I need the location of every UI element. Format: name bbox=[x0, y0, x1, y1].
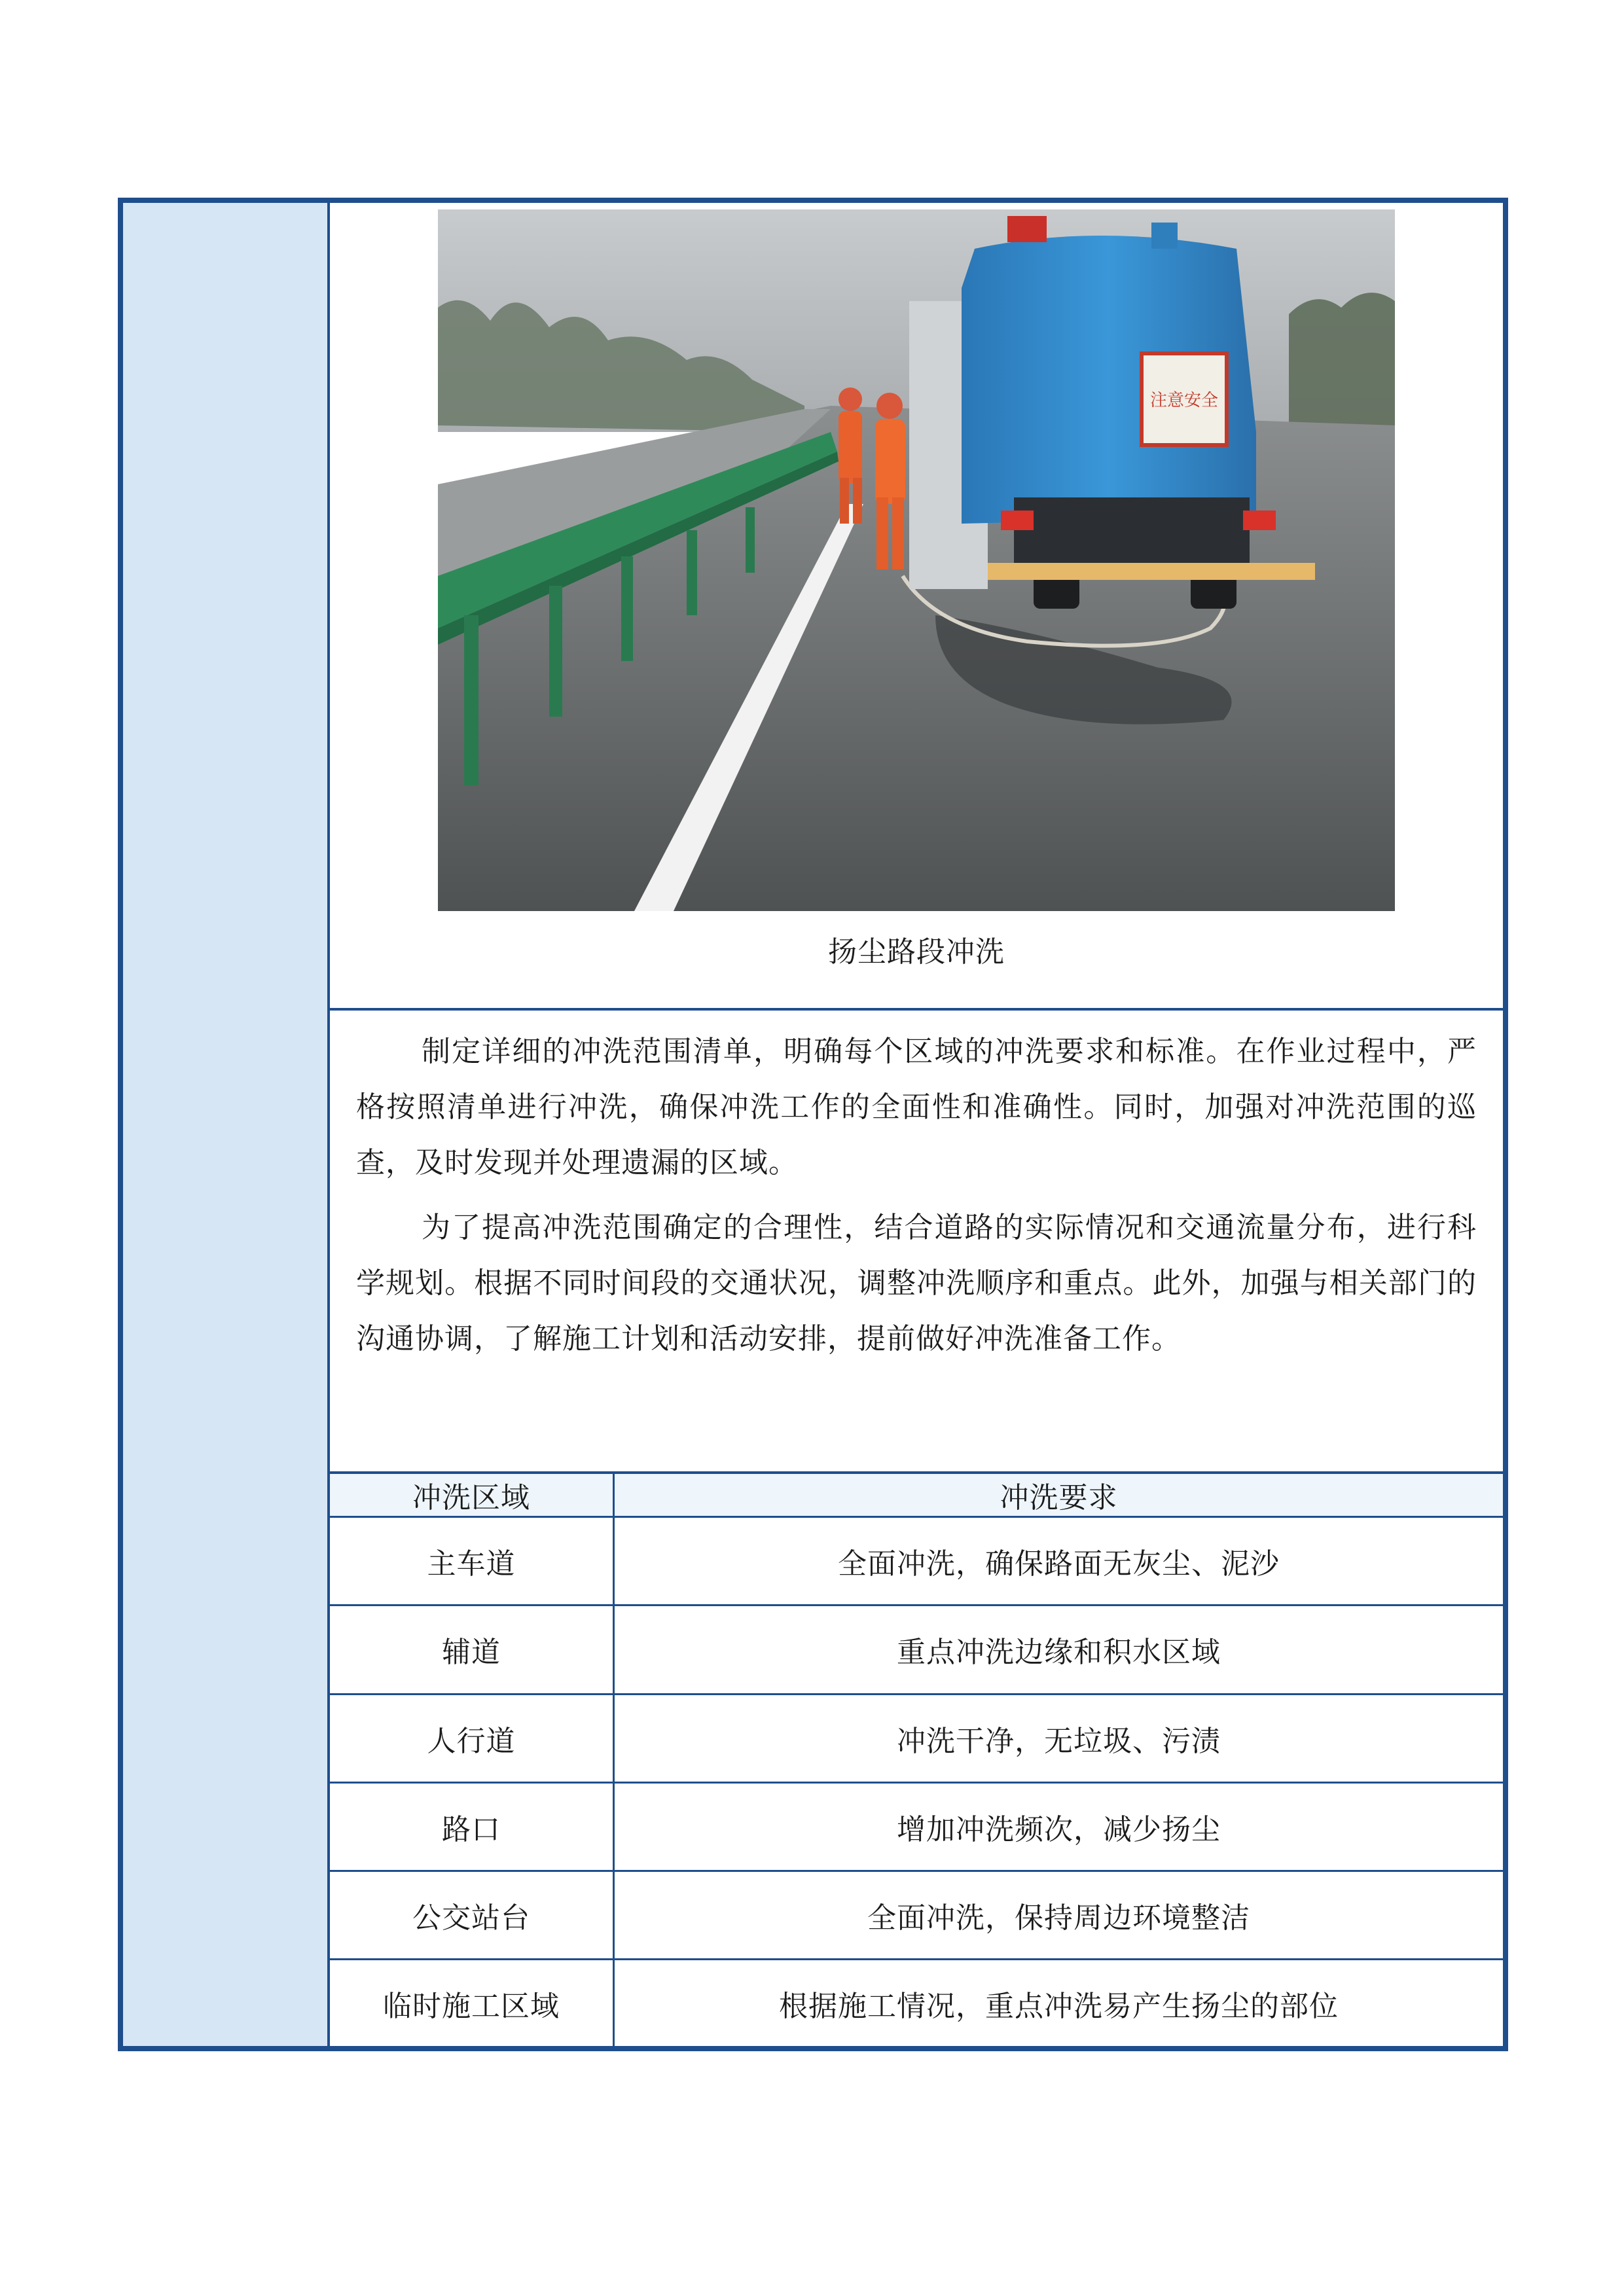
tail-light-left bbox=[1001, 511, 1034, 530]
guardrail-post bbox=[464, 615, 478, 785]
spray-bar bbox=[988, 563, 1315, 580]
cell-area: 公交站台 bbox=[330, 1871, 614, 1960]
header-requirement: 冲洗要求 bbox=[614, 1474, 1504, 1517]
roof-light bbox=[1007, 216, 1047, 242]
cell-area: 辅道 bbox=[330, 1605, 614, 1694]
table-row bbox=[330, 1605, 1503, 1694]
table-header-row bbox=[330, 1474, 1503, 1517]
cell-area: 临时施工区域 bbox=[330, 1960, 614, 2046]
header-area: 冲洗区域 bbox=[330, 1474, 614, 1517]
cell-requirement: 冲洗干净，无垃圾、污渍 bbox=[614, 1694, 1504, 1782]
cell-requirement: 全面冲洗，保持周边环境整洁 bbox=[614, 1871, 1504, 1960]
guardrail-post bbox=[687, 530, 697, 615]
washing-requirements-table bbox=[330, 1474, 1503, 2046]
photo-section bbox=[330, 203, 1503, 1011]
guardrail-post bbox=[549, 586, 562, 717]
cell-area: 路口 bbox=[330, 1782, 614, 1871]
tank-hatch bbox=[1151, 223, 1178, 249]
paragraph-2: 为了提高冲洗范围确定的合理性，结合道路的实际情况和交通流量分布，进行科学规划。根据不同时间段的交通状况，调整冲洗顺序和重点。此外，加强与相关部门的沟通协调，了解施工计划和活动安排，提前做好冲洗准备工作。 bbox=[356, 1211, 1477, 1355]
cell-requirement: 重点冲洗边缘和积水区域 bbox=[614, 1605, 1504, 1694]
road-washing-photo bbox=[438, 209, 1395, 911]
road-washing-illustration bbox=[438, 209, 1395, 911]
rear-warning-sign-text: 注意安全 bbox=[1149, 391, 1219, 410]
left-sidebar-column bbox=[123, 203, 330, 2046]
tree-line-right bbox=[1289, 293, 1395, 445]
table-row bbox=[330, 1960, 1503, 2046]
cell-requirement: 增加冲洗频次，减少扬尘 bbox=[614, 1782, 1504, 1871]
guardrail-post bbox=[621, 556, 633, 661]
content-column bbox=[330, 203, 1503, 2046]
paragraph-1: 制定详细的冲洗范围清单，明确每个区域的冲洗要求和标准。在作业过程中，严格按照清单进行冲洗，确保冲洗工作的全面性和准确性。同时，加强对冲洗范围的巡查，及时发现并处理遗漏的区域。 bbox=[356, 1035, 1477, 1179]
tail-light-right bbox=[1243, 511, 1276, 530]
cell-area: 主车道 bbox=[330, 1517, 614, 1605]
table-row bbox=[330, 1782, 1503, 1871]
requirements-table bbox=[330, 1474, 1503, 2046]
description-section bbox=[330, 1011, 1503, 1474]
cell-area: 人行道 bbox=[330, 1694, 614, 1782]
cell-requirement: 全面冲洗，确保路面无灰尘、泥沙 bbox=[614, 1517, 1504, 1605]
guardrail-post bbox=[746, 507, 755, 573]
cell-requirement: 根据施工情况，重点冲洗易产生扬尘的部位 bbox=[614, 1960, 1504, 2046]
document-frame bbox=[118, 198, 1508, 2051]
photo-caption: 扬尘路段冲洗 bbox=[828, 935, 1005, 969]
table-row bbox=[330, 1694, 1503, 1782]
table-row bbox=[330, 1871, 1503, 1960]
table-row bbox=[330, 1517, 1503, 1605]
